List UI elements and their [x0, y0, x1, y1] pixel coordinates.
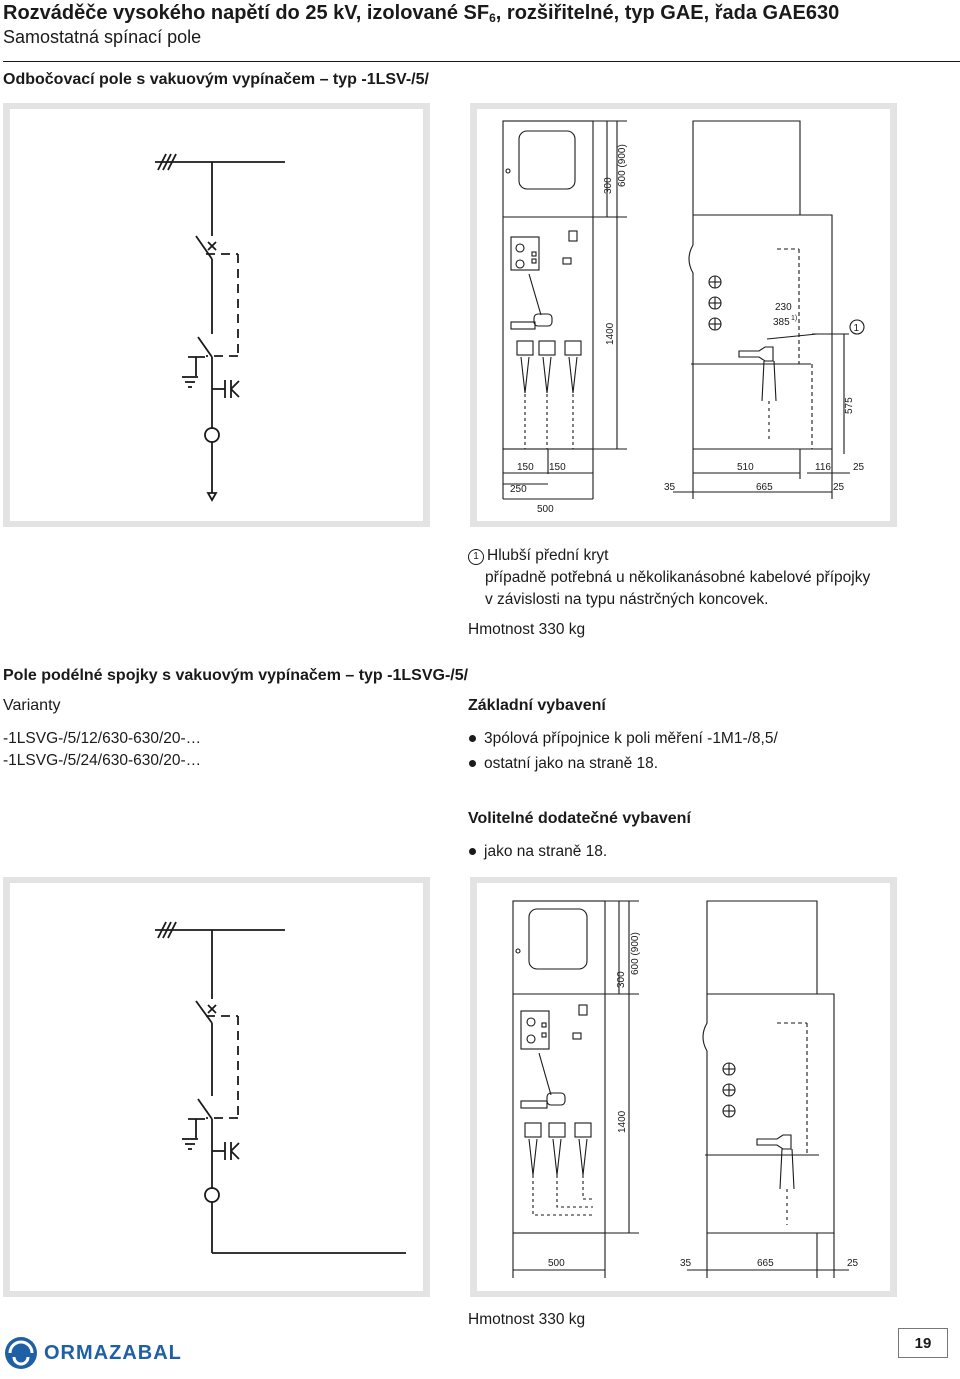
logo-text: ORMAZABAL [44, 1341, 182, 1364]
dim-230: 230 [775, 302, 792, 313]
dim2-35: 35 [680, 1258, 692, 1269]
dim-500: 500 [537, 504, 554, 515]
dim-250: 250 [510, 484, 527, 495]
dim-1400: 1400 [605, 322, 616, 345]
dim2-600: 600 (900) [630, 932, 641, 975]
dim-150-right: 150 [549, 462, 566, 473]
weight-2: Hmotnost 330 kg [468, 1311, 586, 1328]
company-logo [3, 1335, 182, 1371]
variant-2: -1LSVG-/5/24/630-630/20-… [3, 752, 202, 769]
dim-510: 510 [737, 462, 754, 473]
drawing-figure-1 [477, 109, 890, 521]
header-rule [3, 61, 960, 62]
dim-35: 35 [664, 482, 676, 493]
dim-385-footnote: 1) [791, 315, 798, 322]
drawing-panel-2 [470, 877, 897, 1297]
single-line-diagram-1 [10, 109, 423, 521]
basic-equipment-list [468, 726, 778, 776]
dimensional-drawing-2 [477, 883, 890, 1291]
schematic-figure-1 [10, 109, 423, 521]
dim-575: 575 [844, 397, 855, 414]
dim2-1400: 1400 [617, 1110, 628, 1133]
dim2-665: 665 [757, 1258, 774, 1269]
optional-equipment-heading: Volitelné dodatečné vybavení [468, 810, 691, 827]
footnote-marker: 1 [468, 549, 484, 565]
dim-150-left: 150 [517, 462, 534, 473]
weight-1: Hmotnost 330 kg [468, 621, 586, 638]
basic-item-1: 3pólová přípojnice k poli měření -1M1-/8,5/ [468, 726, 778, 751]
dim-385: 385 [773, 317, 790, 328]
callout-marker: 1 [853, 323, 860, 334]
footnote-line-1: 1 Hlubší přední kryt [468, 545, 608, 566]
dim-25-top: 25 [853, 462, 865, 473]
dim-665: 665 [756, 482, 773, 493]
section1-heading: Odbočovací pole s vakuovým vypínačem – typ -1LSV-/5/ [3, 71, 429, 88]
single-line-diagram-2 [10, 883, 423, 1291]
basic-item-2: ostatní jako na straně 18. [468, 751, 778, 776]
schematic-panel-1 [3, 103, 430, 527]
schematic-panel-2 [3, 877, 430, 1297]
drawing-figure-2 [477, 883, 890, 1291]
dim2-25: 25 [847, 1258, 859, 1269]
dim-25-bottom: 25 [833, 482, 845, 493]
dim2-300: 300 [616, 971, 627, 988]
optional-item-1: jako na straně 18. [468, 839, 607, 864]
dim-600: 600 (900) [617, 144, 628, 187]
dim-116: 116 [815, 462, 831, 473]
schematic-figure-2 [10, 883, 423, 1291]
basic-equipment-heading: Základní vybavení [468, 697, 606, 714]
variants-heading: Varianty [3, 697, 61, 714]
section2-heading: Pole podélné spojky s vakuovým vypínačem – typ -1LSVG-/5/ [3, 667, 469, 684]
ormazabal-logo-icon [3, 1335, 39, 1371]
footnote-line-3: v závislosti na typu nástrčných koncovek. [485, 591, 769, 608]
dim-300: 300 [603, 177, 614, 194]
page-title: Rozváděče vysokého napětí do 25 kV, izolované $SF_6$, rozšiřitelné, typ GAE, řada GAE630 [3, 2, 840, 25]
optional-equipment-list [468, 839, 607, 864]
footnote-line-2: případně potřebná u několikanásobné kabelové přípojky [485, 569, 871, 586]
page-subtitle: Samostatná spínací pole [3, 27, 202, 47]
dimensional-drawing-1 [477, 109, 890, 521]
page-number: 19 [898, 1328, 948, 1358]
dim2-500: 500 [548, 1258, 565, 1269]
variant-1: -1LSVG-/5/12/630-630/20-… [3, 730, 202, 747]
drawing-panel-1 [470, 103, 897, 527]
